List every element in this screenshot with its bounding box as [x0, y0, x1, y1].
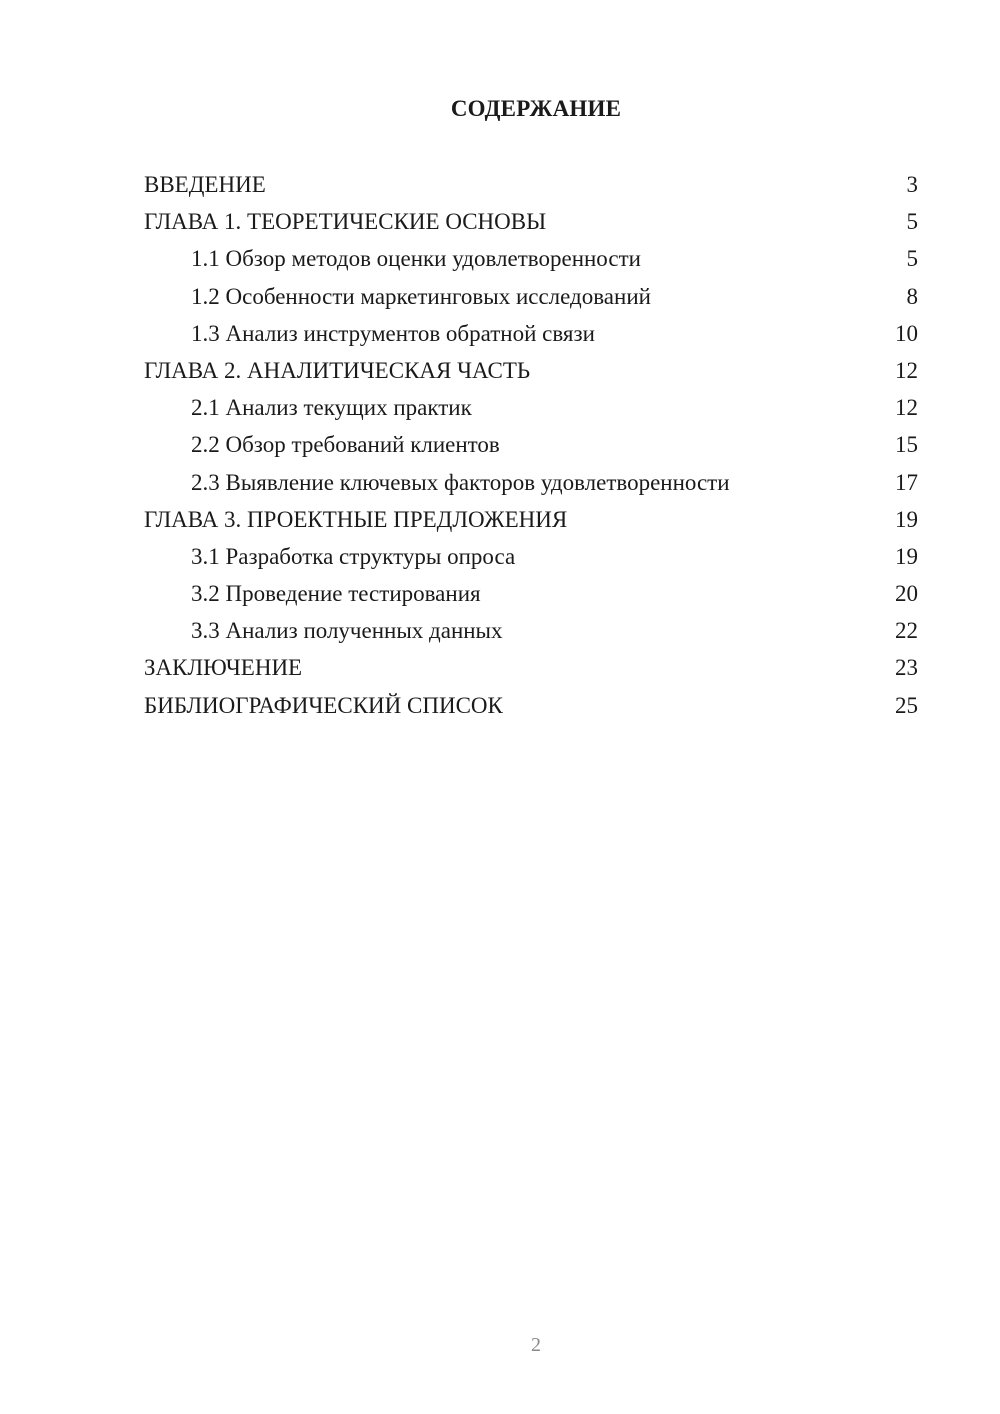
- toc-entry-chapter-2[interactable]: [144, 352, 918, 389]
- toc-entry-page: 23: [895, 655, 918, 681]
- toc-entry-label: ВВЕДЕНИЕ: [144, 172, 266, 197]
- toc-entry-bibliography[interactable]: [144, 687, 918, 724]
- toc-entry-page: 25: [895, 692, 918, 718]
- toc-entry-label: 1.2 Особенности маркетинговых исследований: [191, 283, 651, 309]
- toc-entry-section-2-2[interactable]: [144, 426, 918, 463]
- page-number: 2: [531, 1334, 541, 1356]
- toc-entry-section-3-1[interactable]: [144, 538, 918, 575]
- toc-entry-label: ГЛАВА 1. ТЕОРЕТИЧЕСКИЕ ОСНОВЫ: [144, 209, 547, 235]
- toc-entry-page: 5: [906, 209, 918, 235]
- toc-entry-page: 17: [895, 469, 918, 495]
- toc-entry-label: 2.1 Анализ текущих практик: [191, 395, 472, 421]
- toc-entry-page: 8: [906, 283, 918, 309]
- toc-entry-page: 12: [895, 395, 918, 421]
- toc-title: СОДЕРЖАНИЕ: [450, 96, 622, 121]
- toc-entry-chapter-3[interactable]: [144, 501, 918, 538]
- toc-entry-label: 3.1 Разработка структуры опроса: [191, 543, 516, 569]
- toc-entry-section-1-1[interactable]: [144, 240, 918, 277]
- toc-entry-section-2-1[interactable]: [144, 389, 918, 426]
- toc-entry-section-1-2[interactable]: [144, 278, 918, 315]
- toc-entry-section-3-3[interactable]: [144, 612, 918, 649]
- toc-entry-label: 1.1 Обзор методов оценки удовлетворенности: [191, 246, 641, 272]
- toc-entry-page: 5: [906, 246, 918, 272]
- toc-entry-section-1-3[interactable]: [144, 315, 918, 352]
- toc-entry-label: 3.3 Анализ полученных данных: [191, 618, 503, 644]
- toc-entry-page: 20: [895, 581, 918, 607]
- toc-entry-label: 2.3 Выявление ключевых факторов удовлетворенности: [191, 469, 730, 495]
- toc-entry-conclusion[interactable]: [144, 649, 918, 686]
- toc-entry-page: 19: [895, 543, 918, 569]
- table-of-contents: [144, 166, 918, 724]
- toc-entry-page: 15: [895, 432, 918, 458]
- toc-entry-page: 10: [895, 320, 918, 346]
- toc-entry-label: 1.3 Анализ инструментов обратной связи: [191, 320, 595, 346]
- toc-entry-label: ГЛАВА 3. ПРОЕКТНЫЕ ПРЕДЛОЖЕНИЯ: [144, 506, 568, 532]
- toc-entry-page: 3: [906, 172, 918, 197]
- toc-entry-page: 19: [895, 506, 918, 532]
- toc-entry-label: ГЛАВА 2. АНАЛИТИЧЕСКАЯ ЧАСТЬ: [144, 357, 531, 383]
- toc-entry-section-3-2[interactable]: [144, 575, 918, 612]
- toc-entry-label: БИБЛИОГРАФИЧЕСКИЙ СПИСОК: [144, 692, 503, 718]
- toc-entry-page: 22: [895, 618, 918, 644]
- toc-entry-label: 2.2 Обзор требований клиентов: [191, 432, 500, 458]
- toc-entry-label: 3.2 Проведение тестирования: [191, 581, 481, 607]
- toc-entry-label: ЗАКЛЮЧЕНИЕ: [144, 655, 303, 681]
- toc-entry-introduction[interactable]: [144, 166, 918, 203]
- toc-entry-section-2-3[interactable]: [144, 464, 918, 501]
- toc-entry-page: 12: [895, 357, 918, 383]
- toc-entry-chapter-1[interactable]: [144, 203, 918, 240]
